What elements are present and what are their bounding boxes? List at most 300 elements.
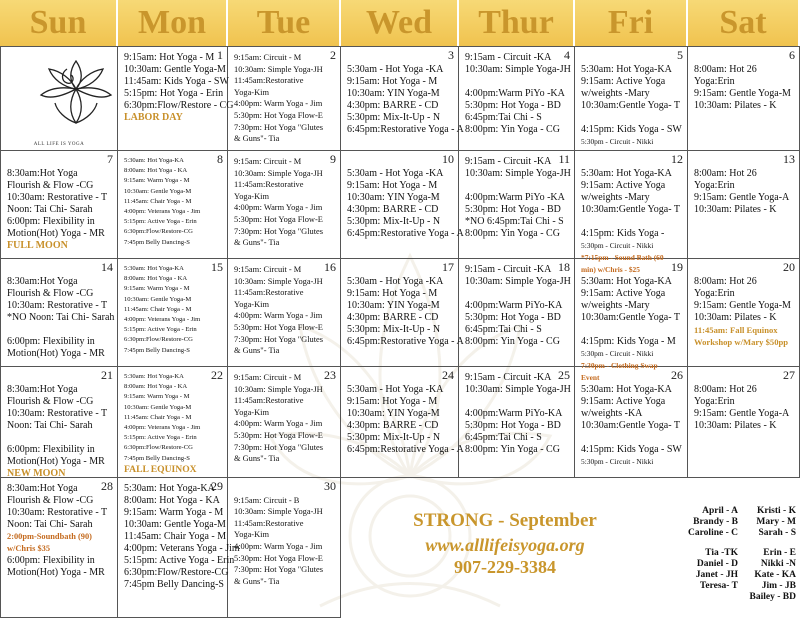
class-entry: 9:15am: Circuit - M	[234, 265, 302, 274]
class-entry: *7:15pm - Sound Bath (60	[581, 253, 664, 262]
class-entry: FALL EQUINOX	[124, 463, 197, 475]
class-entry: 5:30am: Hot Yoga-KA	[124, 483, 215, 494]
instructor-legend-left	[676, 506, 738, 592]
class-entry: 7:30pm: Hot Yoga "Glutes	[234, 334, 324, 344]
class-entry: 10:30am: Gentle Yoga-M	[124, 295, 192, 303]
day-cell-11	[459, 151, 575, 259]
spacer	[7, 156, 111, 168]
class-entry: 6:30pm:Flow/Restore-CG	[124, 567, 229, 578]
class-entry: 10:30am: YIN Yoga-M	[347, 300, 440, 311]
class-list	[581, 52, 681, 148]
class-entry: 10:30am: Simple Yoga-JH	[234, 384, 323, 394]
class-list	[581, 156, 681, 276]
class-entry: 5:15pm: Active Yoga - Erin	[124, 326, 197, 334]
class-entry: 7:45pm Belly Dancing-S	[124, 346, 190, 354]
class-entry: 9:15am: Hot Yoga - M	[347, 396, 438, 407]
class-entry: 6:45pm:Restorative Yoga - A	[347, 124, 464, 135]
class-entry: Workshop w/Mary $50pp	[694, 337, 789, 347]
class-list	[694, 264, 793, 348]
class-entry: Yoga:Erin	[694, 396, 735, 407]
day-number: 8	[217, 152, 223, 166]
class-entry: w/weights -Mary	[581, 300, 650, 311]
class-entry: 10:30am: Simple Yoga-JH	[465, 64, 571, 75]
day-cell-24	[341, 367, 464, 478]
class-entry: 7:45pm Belly Dancing-S	[124, 454, 190, 462]
class-entry: 5:15pm: Active Yoga - Erin	[124, 555, 235, 566]
day-cell-30	[228, 478, 341, 618]
class-entry: 7:30pm: Hot Yoga "Glutes	[234, 565, 324, 575]
class-list	[465, 52, 571, 136]
day-cell-3	[341, 46, 464, 151]
spacer	[581, 324, 681, 336]
class-list	[581, 372, 681, 468]
class-entry: 10:30am: Pilates - K	[694, 100, 777, 111]
class-entry: 5:30pm: Hot Yoga Flow-E	[234, 553, 323, 563]
class-entry: 8:00pm: Yin Yoga - CG	[465, 228, 560, 239]
day-header-tue: Tue	[228, 0, 341, 46]
class-entry: 4:00pm: Warm Yoga - Jim	[234, 99, 323, 109]
class-entry: 10:30am: Simple Yoga-JH	[234, 276, 323, 286]
class-entry: 8:00pm: Yin Yoga - CG	[465, 124, 560, 135]
class-entry: 5:30pm: Hot Yoga Flow-E	[234, 430, 323, 440]
class-entry: 9:15am: Warm Yoga - M	[124, 285, 190, 293]
class-entry: 4:00pm: Warm Yoga - Jim	[234, 419, 323, 429]
day-number: 3	[448, 48, 454, 62]
class-entry: 10:30am: Gentle Yoga-M	[124, 64, 226, 75]
class-entry: 5:30pm - Circuit - Nikki	[581, 457, 654, 466]
day-cell-20	[688, 259, 800, 367]
day-number: 30	[324, 479, 336, 493]
class-entry: 9:15am: Circuit - M	[234, 53, 302, 62]
class-entry: 10:30am:Gentle Yoga- T	[581, 100, 680, 111]
day-cell-29	[118, 478, 240, 618]
class-entry: 10:30am: Simple Yoga-JH	[465, 384, 571, 395]
class-entry: 4:15pm: Kids Yoga -	[581, 228, 665, 239]
class-list	[234, 52, 334, 145]
class-entry: 10:30am: Restorative - T	[7, 192, 108, 203]
class-entry: 9:15am: Gentle Yoga-A	[694, 192, 790, 203]
class-entry: 6:30pm:Flow/Restore-CG	[124, 336, 193, 344]
spacer	[465, 396, 568, 408]
spacer	[581, 112, 681, 124]
legend-entry: Sarah - S	[758, 528, 796, 538]
spacer	[740, 539, 796, 548]
class-entry: 5:30pm: Mix-It-Up - N	[347, 324, 441, 335]
class-entry: & Guns"- Tia	[234, 454, 280, 464]
class-entry: 10:30am: Restorative - T	[7, 300, 108, 311]
class-entry: 5:30am: Hot Yoga-KA	[581, 276, 672, 287]
class-entry: Motion(Hot) Yoga - MR	[7, 228, 105, 239]
day-number: 24	[442, 368, 454, 382]
class-entry: 9:15am: Warm Yoga - M	[124, 393, 190, 401]
class-entry: 5:30pm: Hot Yoga - BD	[465, 420, 561, 431]
spacer	[581, 432, 681, 444]
class-entry: 10:30am: Gentle Yoga-M	[124, 403, 192, 411]
class-entry: 7:45pm Belly Dancing-S	[124, 579, 224, 590]
class-entry: 8:00am: Hot Yoga - KA	[124, 383, 188, 391]
legend-entry: Brandy - B	[693, 517, 738, 527]
class-entry: FULL MOON	[7, 240, 68, 251]
class-entry: Noon: Tai Chi- Sarah	[7, 204, 93, 215]
class-entry: 11:45am:Restorative	[234, 76, 304, 86]
legend-entry: Tia -TK	[705, 548, 738, 558]
day-cell-2	[228, 46, 341, 151]
legend-entry: April - A	[702, 506, 738, 516]
class-entry: 4:30pm: BARRE - CD	[347, 100, 439, 111]
legend-entry: Janet - JH	[695, 570, 738, 580]
spacer	[694, 372, 793, 384]
class-entry: 4:00pm: Warm Yoga - Jim	[234, 203, 323, 213]
class-entry: 7:30pm: Hot Yoga "Glutes	[234, 442, 324, 452]
logo-text: ALL LIFE IS YOGA	[33, 142, 85, 147]
class-entry: Yoga:Erin	[694, 288, 735, 299]
class-entry: 4:00pm: Warm Yoga - Jim	[234, 541, 323, 551]
day-cell-9	[228, 151, 341, 259]
legend-entry: Nikki -N	[760, 559, 796, 569]
class-entry: 8:00am: Hot Yoga - KA	[124, 495, 220, 506]
legend-entry: Jim - JB	[761, 581, 796, 591]
class-entry: 10:30am: Pilates - K	[694, 204, 777, 215]
class-entry: 5:30am - Hot Yoga -KA	[347, 384, 444, 395]
class-entry: w/weights -KA	[581, 408, 643, 419]
class-entry: Flourish & Flow -CG	[7, 396, 94, 407]
class-entry: 6:30pm:Flow/Restore - CG	[124, 100, 234, 111]
legend-entry: Kate - KA	[754, 570, 796, 580]
class-list	[7, 264, 115, 360]
class-entry: 11:45am: Fall Equinox	[694, 325, 778, 335]
day-cell-10	[341, 151, 464, 259]
class-entry: 10:30am: Pilates - K	[694, 312, 777, 323]
class-entry: 6:30pm:Flow/Restore-CG	[124, 444, 193, 452]
spacer	[581, 52, 681, 64]
class-entry: 10:30am: YIN Yoga-M	[347, 192, 440, 203]
class-entry: 9:15am: Circuit - M	[234, 373, 302, 382]
class-entry: 9:15am: Active Yoga	[581, 288, 666, 299]
class-entry: 8:00am: Hot 26	[694, 384, 757, 395]
spacer	[465, 180, 568, 192]
spacer	[465, 76, 568, 88]
class-entry: Yoga-Kim	[234, 87, 269, 97]
class-entry: & Guns"- Tia	[234, 576, 280, 586]
day-number: 26	[671, 368, 683, 382]
class-entry: 5:30am: Hot Yoga-KA	[124, 373, 184, 380]
class-entry: 5:30am: Hot Yoga-KA	[124, 265, 184, 272]
class-entry: 6:45pm:Restorative Yoga - A	[347, 228, 464, 239]
class-entry: 10:30am: YIN Yoga-M	[347, 408, 440, 419]
class-entry: 8:30am:Hot Yoga	[7, 384, 78, 395]
class-entry: 6:30pm:Flow/Restore-CG	[124, 228, 193, 236]
class-entry: 5:30pm: Hot Yoga Flow-E	[234, 214, 323, 224]
class-list	[7, 483, 111, 579]
class-entry: 10:30am: Simple Yoga-JH	[465, 276, 571, 287]
day-number: 29	[211, 479, 223, 493]
class-entry: 7:30pm: Hot Yoga "Glutes	[234, 226, 324, 236]
class-entry: 4:30pm: BARRE - CD	[347, 312, 439, 323]
class-entry: 5:30pm: Hot Yoga - BD	[465, 204, 561, 215]
class-entry: 4:30pm: BARRE - CD	[347, 420, 439, 431]
day-header-sun: Sun	[0, 0, 118, 46]
spacer	[347, 372, 452, 384]
class-entry: 11:45am: Chair Yoga - M	[124, 305, 192, 313]
class-entry: 11:45am: Chair Yoga - M	[124, 413, 192, 421]
class-entry: 4:00pm: Warm Yoga - Jim	[234, 311, 323, 321]
class-list	[347, 52, 464, 136]
class-entry: 9:15am: Hot Yoga - M	[124, 52, 215, 63]
day-number: 14	[101, 260, 113, 274]
class-entry: Yoga:Erin	[694, 180, 735, 191]
class-entry: 11:45am: Kids Yoga - SW	[124, 76, 229, 87]
day-cell-17	[341, 259, 464, 367]
class-list	[7, 156, 111, 252]
class-entry: 6:45pm:Tai Chi - S	[465, 432, 542, 443]
class-entry: Flourish & Flow -CG	[7, 495, 94, 506]
class-list	[124, 483, 240, 591]
class-entry: 11:45am:Restorative	[234, 180, 304, 190]
class-entry: 10:30am: YIN Yoga-M	[347, 88, 440, 99]
class-entry: 2:00pm-Soundbath (90)	[7, 532, 92, 541]
class-entry: 11:45am:Restorative	[234, 288, 304, 298]
phone-number: 907-229-3384	[454, 557, 556, 577]
day-number: 12	[671, 152, 683, 166]
class-entry: 8:00am: Hot 26	[694, 276, 757, 287]
day-cell-15	[118, 259, 228, 367]
class-entry: Noon: Tai Chi- Sarah	[7, 519, 93, 530]
class-entry: 5:15pm: Hot Yoga - Erin	[124, 88, 224, 99]
class-entry: 4:00pm: Veterans Yoga - Jim	[124, 316, 201, 324]
day-cell-1	[118, 46, 234, 151]
class-entry: 8:00pm: Yin Yoga - CG	[465, 444, 560, 455]
class-entry: 5:30pm: Hot Yoga - BD	[465, 312, 561, 323]
class-entry: 9:15am: Gentle Yoga-M	[694, 300, 791, 311]
day-cell-5	[575, 46, 688, 151]
class-entry: 8:00am: Hot Yoga - KA	[124, 167, 188, 175]
class-entry: Yoga-Kim	[234, 530, 269, 540]
class-entry: 5:30am - Hot Yoga -KA	[347, 64, 444, 75]
day-number: 25	[558, 368, 570, 382]
class-entry: & Guns"- Tia	[234, 346, 280, 356]
class-entry: 9:15am: Gentle Yoga-A	[694, 408, 790, 419]
class-entry: 9:15am: Circuit - B	[234, 495, 300, 505]
spacer	[7, 432, 111, 444]
class-entry: 5:30pm - Circuit - Nikki	[581, 349, 654, 358]
class-list	[124, 372, 221, 476]
class-entry: Yoga:Erin	[694, 76, 735, 87]
day-number: 15	[211, 260, 223, 274]
class-entry: 9:15am: Hot Yoga - M	[347, 288, 438, 299]
class-entry: 5:30am: Hot Yoga-KA	[581, 384, 672, 395]
class-entry: 11:45am:Restorative	[234, 396, 304, 406]
class-list	[7, 372, 111, 480]
class-entry: 4:30pm: BARRE - CD	[347, 204, 439, 215]
day-cell-6	[688, 46, 800, 151]
class-entry: 9:15am: Gentle Yoga-M	[694, 88, 791, 99]
day-number: 21	[101, 368, 113, 382]
class-entry: 10:30am: Simple Yoga-JH	[234, 64, 323, 74]
day-cell-28	[0, 478, 118, 618]
class-entry: 9:15am - Circuit -KA	[465, 52, 552, 63]
class-entry: 9:15am - Circuit -KA	[465, 156, 552, 167]
day-header-sat: Sat	[688, 0, 800, 46]
day-cell-22	[118, 367, 228, 478]
day-cell-27	[688, 367, 800, 478]
day-number: 5	[677, 48, 683, 62]
day-number: 18	[558, 260, 570, 274]
website-link[interactable]: www.alllifeisyoga.org	[425, 535, 585, 555]
class-entry: 5:30pm: Hot Yoga Flow-E	[234, 110, 323, 120]
class-entry: w/weights -Mary	[581, 192, 650, 203]
class-entry: 4:15pm: Kids Yoga - SW	[581, 124, 682, 135]
day-cell-14	[0, 259, 118, 367]
class-entry: Flourish & Flow -CG	[7, 288, 94, 299]
day-number: 17	[442, 260, 454, 274]
class-list	[465, 156, 571, 240]
legend-entry: Caroline - C	[688, 528, 738, 538]
day-number: 7	[107, 152, 113, 166]
class-entry: Yoga-Kim	[234, 407, 269, 417]
class-list	[124, 264, 221, 356]
class-list	[124, 156, 221, 248]
class-entry: 10:30am: Restorative - T	[7, 507, 108, 518]
class-list	[694, 372, 793, 432]
class-entry: 6:00pm: Flexibility in	[7, 336, 95, 347]
class-list	[234, 483, 334, 587]
spacer	[7, 324, 111, 336]
om-lotus-icon	[31, 49, 121, 139]
class-entry: 5:30pm: Mix-It-Up - N	[347, 112, 441, 123]
class-entry: 9:15am: Hot Yoga - M	[347, 180, 438, 191]
class-entry: 10:30am: Pilates - K	[694, 420, 777, 431]
spacer	[581, 264, 681, 276]
day-cell-7	[0, 151, 118, 259]
instructor-legend-right	[740, 506, 796, 603]
day-header-wed: Wed	[341, 0, 459, 46]
class-entry: 9:15am: Circuit - M	[234, 157, 302, 166]
class-list	[694, 156, 793, 216]
day-header-fri: Fri	[575, 0, 688, 46]
class-entry: 11:45am:Restorative	[234, 518, 304, 528]
class-entry: LABOR DAY	[124, 112, 183, 123]
class-entry: Noon: Tai Chi- Sarah	[7, 420, 93, 431]
class-entry: 4:00pm:Warm PiYo -KA	[465, 88, 565, 99]
spacer	[347, 156, 452, 168]
day-cell-18	[459, 259, 575, 367]
class-entry: *NO Noon: Tai Chi- Sarah	[7, 312, 115, 323]
class-entry: Motion(Hot) Yoga - MR	[7, 348, 105, 359]
class-entry: Yoga-Kim	[234, 191, 269, 201]
class-entry: Motion(Hot) Yoga - MR	[7, 456, 105, 467]
class-entry: w/Chris $35	[7, 544, 51, 553]
class-entry: 5:30pm: Mix-It-Up - N	[347, 216, 441, 227]
class-entry: & Guns"- Tia	[234, 238, 280, 248]
class-list	[347, 372, 464, 456]
spacer	[234, 483, 334, 495]
class-entry: 8:00am: Hot 26	[694, 64, 757, 75]
class-entry: 5:30pm - Circuit - Nikki	[581, 241, 654, 250]
class-entry: 6:00pm: Flexibility in	[7, 444, 95, 455]
class-entry: 7:30pm: Hot Yoga "Glutes	[234, 122, 324, 132]
legend-entry: Kristi - K	[756, 506, 796, 516]
day-number: 9	[330, 152, 336, 166]
class-entry: 9:15am: Active Yoga	[581, 396, 666, 407]
day-cell-logo	[0, 46, 118, 151]
class-entry: 4:00pm: Veterans Yoga - Jim	[124, 208, 201, 216]
day-number: 13	[783, 152, 795, 166]
class-entry: 10:30am: Simple Yoga-JH	[465, 168, 571, 179]
class-list	[581, 264, 681, 384]
month-title: STRONG - September	[413, 510, 597, 531]
class-entry: 5:15pm: Active Yoga - Erin	[124, 218, 197, 226]
day-number: 28	[101, 479, 113, 493]
class-entry: 7:45pm Belly Dancing-S	[124, 238, 190, 246]
class-entry: 8:30am:Hot Yoga	[7, 276, 78, 287]
class-entry: 5:30am - Hot Yoga -KA	[347, 168, 444, 179]
class-entry: 9:15am - Circuit -KA	[465, 372, 552, 383]
legend-entry: Bailey - BD	[749, 592, 796, 602]
class-entry: 11:45am: Chair Yoga - M	[124, 531, 227, 542]
class-entry: 10:30am: Gentle Yoga-M	[124, 519, 226, 530]
day-number: 10	[442, 152, 454, 166]
legend-entry: Daniel - D	[696, 559, 738, 569]
class-list	[465, 264, 571, 348]
day-cell-8	[118, 151, 228, 259]
day-number: 11	[558, 152, 570, 166]
class-entry: 10:30am:Gentle Yoga- T	[581, 204, 680, 215]
spacer	[694, 264, 793, 276]
class-entry: 6:00pm: Flexibility in	[7, 216, 95, 227]
class-entry: 5:30am: Hot Yoga-KA	[581, 64, 672, 75]
day-number: 2	[330, 48, 336, 62]
spacer	[7, 372, 111, 384]
day-cell-13	[688, 151, 800, 259]
class-entry: 4:00pm: Veterans Yoga - Jim	[124, 543, 240, 554]
class-entry: 9:15am: Active Yoga	[581, 76, 666, 87]
class-entry: 7:30pm - Clothing Swap	[581, 361, 658, 370]
class-entry: 10:30am: Restorative - T	[7, 408, 108, 419]
class-list	[234, 264, 334, 357]
day-cell-16	[228, 259, 341, 367]
weekday-header	[0, 0, 800, 46]
class-entry: 4:15pm: Kids Yoga - M	[581, 336, 676, 347]
class-entry: Event	[581, 373, 600, 382]
class-entry: 5:30pm: Hot Yoga - BD	[465, 100, 561, 111]
spacer	[581, 156, 681, 168]
class-list	[124, 52, 234, 124]
class-entry: Flourish & Flow -CG	[7, 180, 94, 191]
day-number: 22	[211, 368, 223, 382]
spacer	[465, 288, 568, 300]
day-number: 27	[783, 368, 795, 382]
class-entry: 11:45am: Chair Yoga - M	[124, 197, 192, 205]
class-entry: 9:15am - Circuit -KA	[465, 264, 552, 275]
spacer	[581, 372, 681, 384]
class-entry: 8:00am: Hot 26	[694, 168, 757, 179]
spacer	[694, 52, 793, 64]
class-entry: 10:30am: Simple Yoga-JH	[234, 507, 323, 517]
day-cell-4	[459, 46, 575, 151]
day-cell-25	[459, 367, 575, 478]
class-entry: 6:00pm: Flexibility in	[7, 555, 95, 566]
spacer	[347, 264, 452, 276]
class-list	[234, 156, 334, 249]
spacer	[581, 216, 681, 228]
class-entry: 10:30am: Simple Yoga-JH	[234, 168, 323, 178]
day-number: 19	[671, 260, 683, 274]
class-entry: 8:30am:Hot Yoga	[7, 483, 78, 494]
day-number: 1	[217, 48, 223, 62]
class-entry: 6:45pm:Restorative Yoga - A	[347, 336, 464, 347]
class-entry: 5:30am: Hot Yoga-KA	[581, 168, 672, 179]
class-entry: 9:15am: Warm Yoga - M	[124, 507, 224, 518]
